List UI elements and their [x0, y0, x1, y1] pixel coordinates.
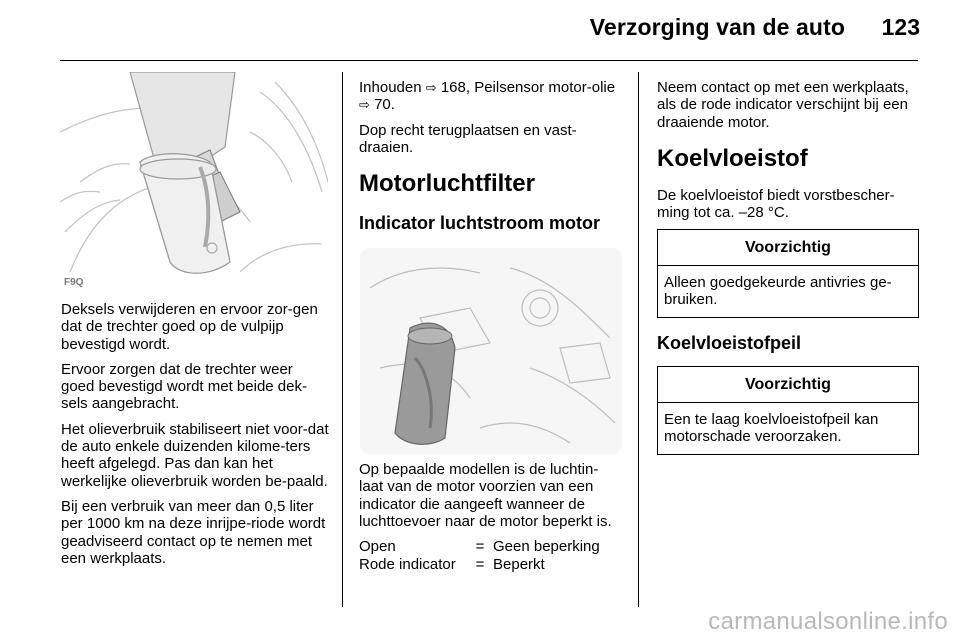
- table-value: Geen beperking: [493, 538, 600, 556]
- section-heading-coolant: Koelvloeistof: [657, 144, 808, 172]
- paragraph: Neem contact op met een werkplaats, als de rode indicator verschijnt bij een draaiende motor.: [657, 79, 909, 131]
- caution-box: [657, 229, 919, 318]
- paragraph: Bij een verbruik van meer dan 0,5 liter per 1000 km na deze inrijpe-riode wordt geadviseerd contact op te nemen met een werkplaats.: [61, 497, 326, 567]
- column-3: [657, 79, 919, 469]
- paragraph: Ervoor zorgen dat de trechter weer goed bevestigd wordt met beide dek-sels aangebracht.: [61, 360, 307, 413]
- ref-prefix: Inhouden: [359, 79, 422, 96]
- table-row: [359, 556, 621, 573]
- caution-title: Voorzichtig: [658, 367, 918, 402]
- page-reference-link[interactable]: 70.: [374, 96, 395, 114]
- column-divider-1: [342, 72, 343, 607]
- paragraph: Deksels verwijderen en ervoor zor-gen dat de trechter goed op de vulpijp bevestigd wordt.: [61, 301, 318, 353]
- caution-body: Alleen goedgekeurde antivries ge-bruiken.: [664, 273, 892, 309]
- subsection-heading-coolant-level: Koelvloeistofpeil: [657, 333, 802, 354]
- indicator-table: [359, 538, 621, 573]
- column-1: [61, 301, 329, 575]
- page-header-title: Verzorging van de auto: [589, 14, 845, 40]
- table-equals: =: [475, 555, 485, 573]
- section-heading-air-filter: Motorluchtfilter: [359, 170, 535, 198]
- caution-box: [657, 366, 919, 455]
- arrow-right-icon: ⇨: [359, 97, 370, 113]
- reference-paragraph: [359, 79, 621, 114]
- header-rule: [60, 60, 918, 61]
- paragraph: Het olieverbruik stabiliseert niet voor-dat de auto enkele duizenden kilome-ters heeft afgelegd. Pas dan kan het werkelijke olieverbruik worden be-paald.: [61, 420, 329, 490]
- funnel-drawing: [60, 72, 328, 290]
- figure-code: F9Q: [64, 277, 84, 288]
- figure-spacer: [359, 246, 621, 461]
- table-key: Open: [359, 538, 396, 556]
- page-reference-link[interactable]: 168, Peilsensor motor-olie: [440, 79, 616, 96]
- table-key: Rode indicator: [359, 555, 456, 573]
- watermark: carmanualsonline.info: [708, 608, 948, 635]
- page-number: 123: [881, 14, 920, 40]
- table-equals: =: [475, 538, 485, 556]
- funnel-illustration: [60, 72, 328, 290]
- caution-body: Een te laag koelvloeistofpeil kan motorschade veroorzaken.: [664, 410, 879, 445]
- column-divider-2: [638, 72, 639, 607]
- paragraph: Op bepaalde modellen is de luchtin-laat van de motor voorzien van een indicator die aangeeft wanneer de luchttoevoer naar de motor beperkt is.: [359, 461, 612, 531]
- arrow-right-icon: ⇨: [425, 80, 437, 95]
- subsection-heading-airflow-indicator: Indicator luchtstroom motor: [359, 213, 601, 234]
- column-2: [359, 79, 621, 573]
- paragraph: Dop recht terugplaatsen en vast-draaien.: [359, 121, 577, 156]
- table-value: Beperkt: [493, 555, 545, 573]
- caution-title: Voorzichtig: [658, 230, 918, 265]
- paragraph: De koelvloeistof biedt vorstbescher-ming tot ca. –28 °C.: [657, 186, 895, 222]
- table-row: [359, 538, 621, 555]
